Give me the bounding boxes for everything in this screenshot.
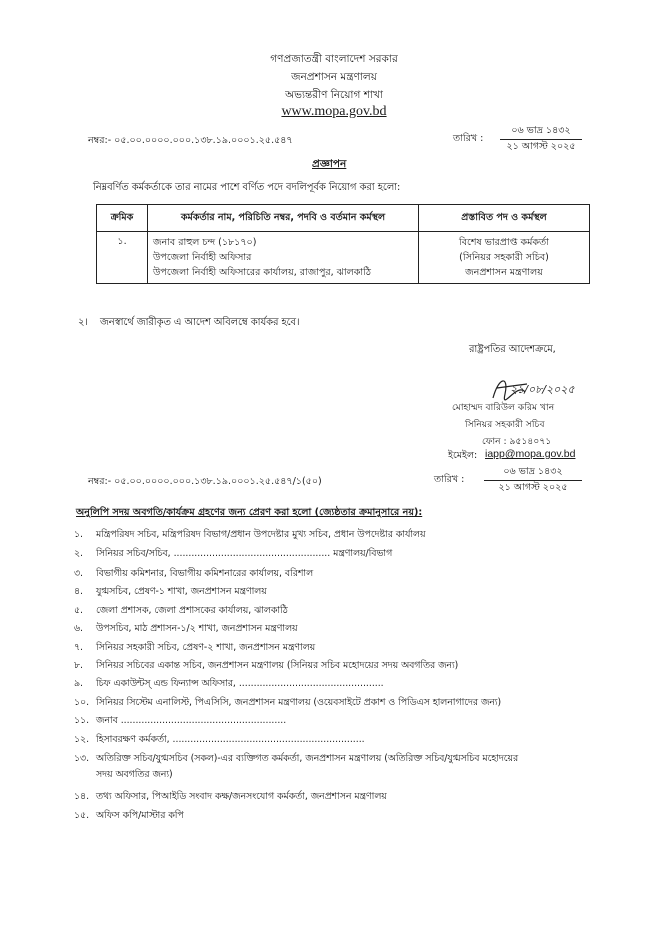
list-item-number: ৭. [74, 642, 83, 653]
notification-title: প্রজ্ঞাপন [312, 158, 347, 170]
list-item-number: ১৩. [74, 753, 90, 764]
signer-name: মোহাম্মদ বারিউল করিম খান [452, 402, 555, 413]
table-row [97, 232, 590, 284]
transfer-table [96, 204, 590, 284]
clause-number: ২। [78, 317, 88, 328]
officer-name: জনাব রাহুল চন্দ (১৮১৭০) [153, 237, 257, 248]
ministry-name: জনপ্রশাসন মন্ত্রণালয় [291, 71, 377, 83]
list-item-number: ১১. [74, 715, 90, 726]
list-item: তথ্য অফিসার, পিআইডি সংবাদ কক্ষ/জনসংযোগ কর্মকর্তা, জনপ্রশাসন মন্ত্রণালয় [96, 791, 387, 802]
email-label: ইমেইল: [448, 450, 478, 461]
list-item: যুগ্মসচিব, প্রেষণ-১ শাখা, জনপ্রশাসন মন্ত্রণালয় [96, 586, 267, 597]
table-header-row [97, 205, 590, 232]
clause-text: জনস্বার্থে জারীকৃত এ আদেশ অবিলম্বে কার্যকর হবে। [100, 317, 300, 328]
row-proposed [419, 232, 590, 284]
signer-designation: সিনিয়র সহকারী সচিব [465, 419, 545, 430]
list-item: সিনিয়র সহকারী সচিব, প্রেষণ-২ শাখা, জনপ্রশাসন মন্ত্রণালয় [96, 642, 316, 653]
col-serial: ক্রমিক [97, 205, 148, 232]
list-item-number: ৬. [74, 623, 83, 634]
memo2-date-gregorian: ২১ আগস্ট ২০২৫ [498, 482, 568, 493]
list-item: অফিস কপি/মাস্টার কপি [96, 810, 184, 821]
officer-workplace: উপজেলা নির্বাহী অফিসারের কার্যালয়, রাজাপুর, ঝালকাঠি [153, 267, 371, 278]
intro-text: নিম্নবর্ণিত কর্মকর্তাকে তার নামের পাশে বর্ণিত পদে বদলিপূর্বক নিয়োগ করা হলো: [93, 182, 401, 193]
list-item: বিভাগীয় কমিশনার, বিভাগীয় কমিশনারের কার্যালয়, বরিশাল [96, 568, 314, 579]
row-serial: ১. [97, 232, 148, 284]
memo2-number: নম্বর:- ০৫.০০.০০০০.০০০.১৩৮.১৯.০০০১.২৫.৫৪৭/১(৫০) [88, 476, 322, 487]
list-item: জেলা প্রশাসক, জেলা প্রশাসকের কার্যালয়, ঝালকাঠি [96, 605, 288, 616]
list-item: হিসাবরক্ষণ কর্মকর্তা, ................................................................. [96, 734, 365, 745]
list-item: মন্ত্রিপরিষদ সচিব, মন্ত্রিপরিষদ বিভাগ/প্রধান উপদেষ্টার মুখ্য সচিব, প্রধান উপদেষ্টার কার্যালয় [96, 529, 426, 540]
list-item-number: ১০. [74, 697, 90, 708]
officer-designation: উপজেলা নির্বাহী অফিসার [153, 252, 252, 263]
list-item-number: ১৪. [74, 791, 90, 802]
list-item: সিনিয়র সিস্টেম এনালিস্ট, পিএসিসি, জনপ্রশাসন মন্ত্রণালয় (ওয়েবসাইটে প্রকাশ ও পিডিএস হালনাগাদের জন্য) [96, 697, 502, 708]
section-name: অভ্যন্তরীণ নিয়োগ শাখা [285, 89, 383, 101]
proposed-workplace: জনপ্রশাসন মন্ত্রণালয় [465, 267, 543, 278]
list-item-number: ৪. [74, 586, 83, 597]
govt-name: গণপ্রজাতন্ত্রী বাংলাদেশ সরকার [270, 53, 398, 65]
memo-number: নম্বর:- ০৫.০০.০০০০.০০০.১৩৮.১৯.০০০১.২৫.৫৪৭ [88, 135, 293, 146]
list-item: সিনিয়র সচিব/সচিব, ..................................................... মন্ত্রণালয়/বিভাগ [96, 548, 393, 559]
row-officer [148, 232, 419, 284]
memo2-date-label: তারিখ : [434, 474, 465, 485]
date-bangla: ০৬ ভাদ্র ১৪৩২ [500, 124, 582, 140]
list-item: উপসচিব, মাঠ প্রশাসন-১/২ শাখা, জনপ্রশাসন মন্ত্রণালয় [96, 623, 298, 634]
signer-email[interactable]: iapp@mopa.gov.bd [485, 448, 576, 460]
col-proposed: প্রস্তাবিত পদ ও কর্মস্থল [419, 205, 590, 232]
order-by: রাষ্ট্রপতির আদেশক্রমে, [469, 344, 556, 355]
signature-date: ২১/০৮/২০২৫ [510, 383, 575, 396]
list-item: চিফ একাউন্টস্‌ এন্ড ফিন্যান্স অফিসার, ................................................. [96, 678, 384, 689]
proposed-post: বিশেষ ভারপ্রাপ্ত কর্মকর্তা [459, 237, 549, 248]
list-item-number: ৫. [74, 605, 83, 616]
website-link[interactable]: www.mopa.gov.bd [281, 104, 387, 119]
list-item-number: ৩. [74, 568, 83, 579]
list-item: জনাব ........................................................ [96, 715, 287, 726]
list-item-number: ১২. [74, 734, 90, 745]
date-label: তারিখ : [453, 133, 484, 144]
list-item-number: ৯. [74, 678, 83, 689]
list-item: সিনিয়র সচিবের একান্ত সচিব, জনপ্রশাসন মন্ত্রণালয় (সিনিয়র সচিব মহোদয়ের সদয় অবগতির জন্য) [96, 660, 459, 671]
list-item-number: ৮. [74, 660, 83, 671]
col-officer: কর্মকর্তার নাম, পরিচিতি নম্বর, পদবি ও বর্তমান কর্মস্থল [148, 205, 419, 232]
date-gregorian: ২১ আগস্ট ২০২৫ [506, 141, 576, 152]
list-item-number: ১৫. [74, 810, 90, 821]
list-item-number: ২. [74, 548, 83, 559]
signer-phone: ফোন : ৯৫১৪০৭১ [482, 436, 552, 447]
memo2-date-bangla: ০৬ ভাদ্র ১৪৩২ [484, 465, 582, 481]
list-item-number: ১. [74, 529, 83, 540]
proposed-rank: (সিনিয়র সহকারী সচিব) [459, 252, 549, 263]
list-item-continuation: সদয় অবগতির জন্য) [96, 769, 173, 780]
copy-heading: অনুলিপি সদয় অবগতি/কার্যক্রম গ্রহণের জন্য প্রেরণ করা হলো (জ্যেষ্ঠতার ক্রমানুসারে নয়): [76, 507, 423, 518]
list-item: অতিরিক্ত সচিব/যুগ্মসচিব (সকল)-এর ব্যক্তিগত কর্মকর্তা, জনপ্রশাসন মন্ত্রণালয় (অতিরিক্ত সচিব/যুগ্মসচিব মহোদয়ের [96, 753, 519, 764]
